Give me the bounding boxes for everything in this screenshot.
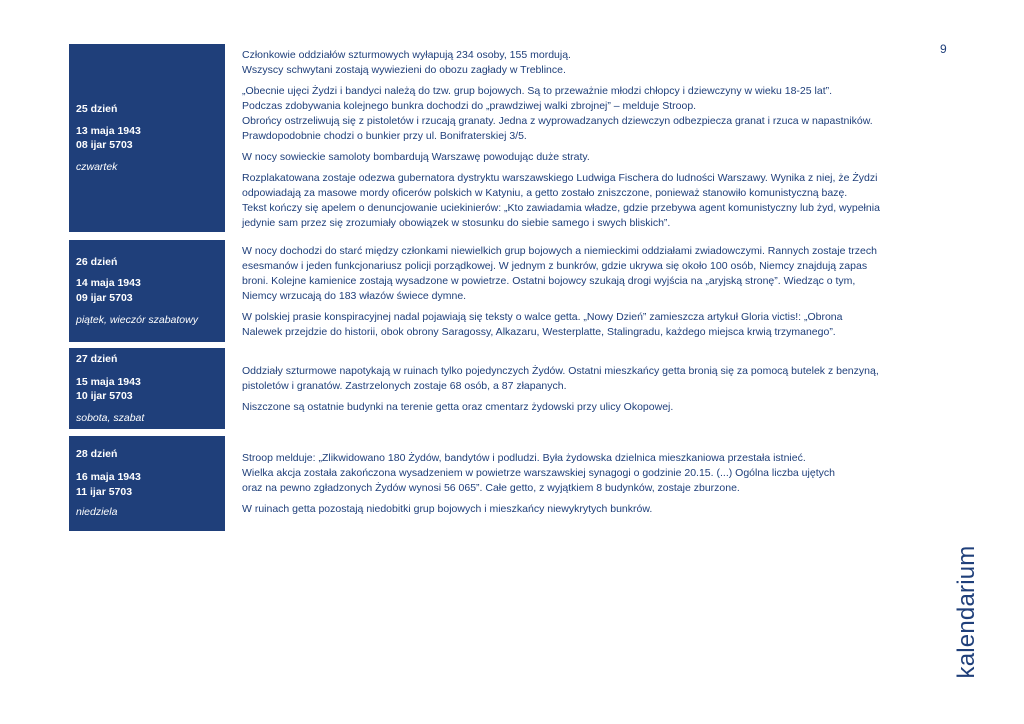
paragraph <box>242 171 942 231</box>
text-line: Oddziały szturmowe napotykają w ruinach tylko pojedynczych Żydów. Ostatni mieszkańcy getta bronią się za pomocą butelek z benzyną, <box>242 365 879 377</box>
weekday: niedziela <box>76 506 118 518</box>
weekday: czwartek <box>76 161 118 173</box>
day-number: 27 dzień <box>76 353 118 365</box>
text-line: esesmanów i jeden funkcjonariusz policji porządkowej. W jednym z bunkrów, gdzie ukrywa się około 100 osób, Niemcy znajdują zapas <box>242 260 868 272</box>
text-line: Stroop melduje: „Zlikwidowano 180 Żydów, bandytów i podludzi. Była żydowska dzielnica mieszkaniowa przestała istnieć. <box>242 452 806 464</box>
text-line: odpowiadają za masowe mordy oficerów polskich w Katyniu, a getto zostało zniszczone, ponieważ stanowiło komunistyczną bazę. <box>242 187 848 199</box>
section-title-vertical: kalendarium <box>953 545 980 679</box>
paragraph <box>242 502 942 517</box>
paragraph <box>242 400 942 415</box>
hebrew-date: 10 ijar 5703 <box>76 390 133 402</box>
text-line: broni. Kolejne kamienice zostają wysadzone w powietrze. Ostatni bojowcy szukają drogi wyjścia na „aryjską stronę”. Wiedząc o tym, <box>242 275 856 287</box>
text-line: Niszczone są ostatnie budynki na terenie getta oraz cmentarz żydowski przy ulicy Okopowej. <box>242 401 674 413</box>
text-line: Wszyscy schwytani zostają wywiezieni do obozu zagłady w Treblince. <box>242 64 566 76</box>
text-line: W nocy dochodzi do starć między członkami niewielkich grup bojowych a niemieckimi oddziałami zwiadowczymi. Rannych zostaje trzech <box>242 245 877 257</box>
day-number: 25 dzień <box>76 103 118 115</box>
day-box-25 <box>69 44 225 232</box>
paragraph <box>242 451 942 496</box>
gregorian-date: 16 maja 1943 <box>76 471 141 483</box>
text-line: Obrońcy ostrzeliwują się z pistoletów i rzucają granaty. Jedna z wyprowadzanych dziewczyn odbezpiecza granat i rzuca w napastników. <box>242 115 873 127</box>
text-line: Niemcy wrzucają do 183 włazów świece dymne. <box>242 290 467 302</box>
paragraph <box>242 244 942 304</box>
text-line: W polskiej prasie konspiracyjnej nadal pojawiają się teksty o walce getta. „Nowy Dzień” zamieszcza artykuł Gloria victis!: „Obrona <box>242 311 843 323</box>
weekday: piątek, wieczór szabatowy <box>76 314 198 326</box>
text-line: jedynie sam przez się zrozumiały obowiązek w stosunku do siebie samego i swych bliskich”. <box>242 217 671 229</box>
text-line: Członkowie oddziałów szturmowych wyłapują 234 osoby, 155 mordują. <box>242 49 571 61</box>
text-line: Wielka akcja została zakończona wysadzeniem w powietrze warszawskiej synagogi o godzinie 20.15. (...) Ogólna liczba ujętych <box>242 467 835 479</box>
text-line: Nalewek przejdzie do historii, obok obrony Saragossy, Alkazaru, Westerplatte, Stalingradu, każdego miejsca krwią trzymanego”. <box>242 326 836 338</box>
weekday: sobota, szabat <box>76 412 145 424</box>
gregorian-date: 13 maja 1943 <box>76 125 141 137</box>
hebrew-date: 09 ijar 5703 <box>76 292 133 304</box>
text-line: oraz na pewno zgładzonych Żydów wynosi 56 065”. Całe getto, z wyjątkiem 8 budynków, zostaje zburzone. <box>242 482 740 494</box>
entry-day-28 <box>242 451 942 523</box>
text-line: Rozplakatowana zostaje odezwa gubernatora dystryktu warszawskiego Ludwiga Fischera do ludności Warszawy. Wynika z niej, że Żydzi <box>242 172 878 184</box>
gregorian-date: 14 maja 1943 <box>76 277 141 289</box>
text-line: pistoletów i granatów. Zastrzelonych zostaje 68 osób, a 87 złapanych. <box>242 380 567 392</box>
entry-day-25 <box>242 48 942 237</box>
paragraph <box>242 48 942 78</box>
text-line: W ruinach getta pozostają niedobitki grup bojowych i mieszkańcy niewykrytych bunkrów. <box>242 503 653 515</box>
hebrew-date: 11 ijar 5703 <box>76 486 133 498</box>
paragraph <box>242 84 942 144</box>
text-line: „Obecnie ujęci Żydzi i bandyci należą do tzw. grup bojowych. Są to przeważnie młodzi chłopcy i dziewczyny w wieku 18-25 lat”. <box>242 85 833 97</box>
gregorian-date: 15 maja 1943 <box>76 376 141 388</box>
paragraph <box>242 364 942 394</box>
day-number: 26 dzień <box>76 256 118 268</box>
text-line: Podczas zdobywania kolejnego bunkra dochodzi do „prawdziwej walki zbrojnej” – melduje Stroop. <box>242 100 697 112</box>
day-box-28 <box>69 436 225 531</box>
paragraph <box>242 150 942 165</box>
day-box-26 <box>69 240 225 342</box>
page-number: 9 <box>940 42 947 56</box>
text-line: Prawdopodobnie chodzi o bunkier przy ul. Bonifraterskiej 3/5. <box>242 130 527 142</box>
hebrew-date: 08 ijar 5703 <box>76 139 133 151</box>
text-line: W nocy sowieckie samoloty bombardują Warszawę powodując duże straty. <box>242 151 590 163</box>
entry-day-27 <box>242 364 942 421</box>
text-line: Tekst kończy się apelem o denuncjowanie uciekinierów: „Kto zawiadamia władze, gdzie przebywa agent komunistyczny lub żyd, wypełnia <box>242 202 880 214</box>
entry-day-26 <box>242 244 942 346</box>
day-box-27 <box>69 348 225 429</box>
day-number: 28 dzień <box>76 448 118 460</box>
paragraph <box>242 310 942 340</box>
